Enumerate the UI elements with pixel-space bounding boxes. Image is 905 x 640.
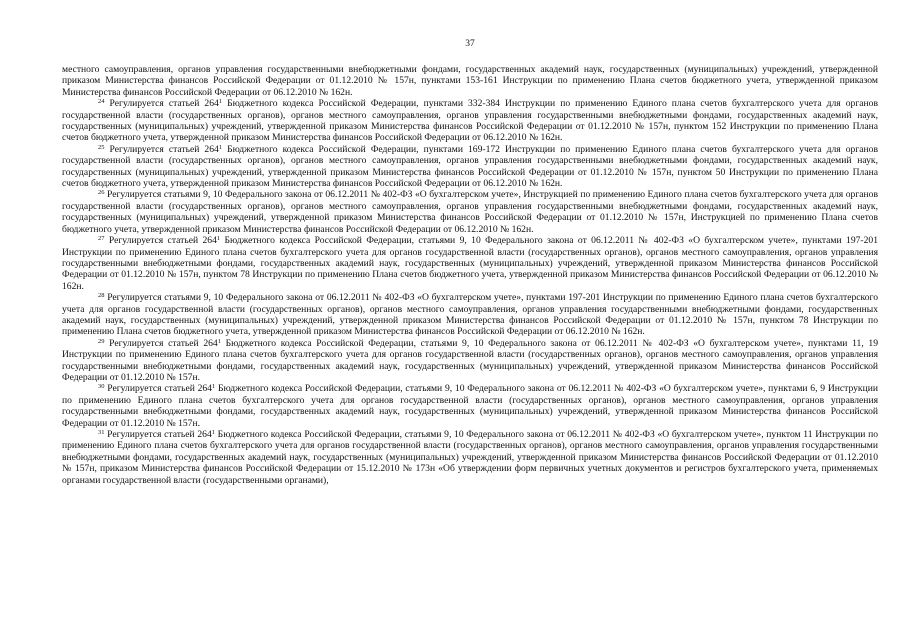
footnote-text: Бюджетного кодекса Российской Федерации, пунктами 332-384 Инструкции по применению Единого плана счетов бухгалтерского учета для органов государственной власти (государственных органов), органов местного самоуправления, органов управления государственными внебюджетными фондами, государственных академий наук, государственных (муниципальных) учреждений, утвержденной приказом Министерства финансов Российской Федерации от 01.12.2010 № 157н, пунктом 152 Инструкции по применению Плана счетов бюджетного учета, утвержденной приказом Министерства финансов Российской Федерации от 06.12.2010 № 162н. (62, 98, 878, 144)
footnote-text: Бюджетного кодекса Российской Федерации, статьями 9, 10 Федерального закона от 06.12.2011 № 402-ФЗ «О бухгалтерском учете», пунктом 11 Инструкции по применению Единого плана счетов бухгалтерского учета для органов государственной власти (государственных органов), органов местного самоуправления, органов управления государственными внебюджетными фондами, государственных академий наук, государственных (муниципальных) учреждений, утвержденной приказом Министерства финансов Российской Федерации от 01.12.2010 № 157н, приказом Министерства финансов Российской Федерации от 15.12.2010 № 173н «Об утверждении форм первичных учетных документов и регистров бухгалтерского учета, применяемых органами государственной власти (государственными органами), (62, 429, 878, 486)
footnote-text: Бюджетного кодекса Российской Федерации, статьями 9, 10 Федерального закона от 06.12.2011 № 402-ФЗ «О бухгалтерском учете», пунктами 6, 9 Инструкции по применению Единого плана счетов бухгалтерского учета для органов государственной власти (государственных органов), органов местного самоуправления, органов управления государственными внебюджетными фондами, государственных академий наук, государственных (муниципальных) учреждений, утвержденной приказом Министерства финансов Российской Федерации от 01.12.2010 № 157н. (62, 383, 878, 429)
footnote-marker: 28 (98, 292, 105, 300)
page-number: 37 (465, 39, 475, 49)
footnote-text: Бюджетного кодекса Российской Федерации, пунктами 169-172 Инструкции по применению Единого плана счетов бухгалтерского учета для органов государственной власти (государственных органов), органов местного самоуправления, органов управления государственными внебюджетными фондами, государственных академий наук, государственных (муниципальных) учреждений, утвержденной приказом Министерства финансов Российской Федерации от 01.12.2010 № 157н, пунктом 50 Инструкции по применению Плана счетов бюджетного учета, утвержденной приказом Министерства финансов Российской Федерации от 06.12.2010 № 162н. (62, 143, 878, 190)
footnote-30 (62, 383, 878, 429)
document-page (62, 38, 878, 598)
footnote-lead: Регулируется статьями 9, 10 Федерального закона от 06.12.2011 № 402-ФЗ «О бухгалтерском учете», пунктами 197-201 Инструкции по применению Единого плана счетов бухгалтерского учета для органов государственной власти (государственных органов), органов местного самоуправления, органов управления государственными внебюджетными фондами, государственных академий наук, государственных (муниципальных) учреждений, утвержденной приказом Министерства финансов Российской Федерации от 01.12.2010 № 157н, пунктом 78 Инструкции по применению Плана счетов бюджетного учета, утвержденной приказом Министерства финансов Российской Федерации от 06.12.2010 № 162н. (62, 292, 878, 338)
footnote-25 (62, 144, 878, 190)
superscript: 1 (216, 235, 221, 243)
footnote-marker: 31 (98, 429, 105, 436)
footnotes-body (62, 64, 878, 486)
superscript: 1 (212, 383, 216, 391)
footnote-marker: 25 (98, 143, 105, 151)
footnote-lead: Регулируется статьями 9, 10 Федерального закона от 06.12.2011 № 402-ФЗ «О бухгалтерском учете», Инструкцией по применению Единого плана счетов бухгалтерского учета для органов государственной власти (государственных органов), органов местного самоуправления, органов управления государственными внебюджетными фондами, государственных академий наук, государственных (муниципальных) учреждений, утвержденной приказом Министерства финансов Российской Федерации от 01.12.2010 № 157н, Инструкцией по применению Плана счетов бюджетного учета, утвержденной приказом Министерства финансов Российской Федерации от 06.12.2010 № 162н. (62, 189, 878, 235)
footnote-29 (62, 338, 878, 384)
superscript: 1 (217, 337, 221, 345)
footnote-lead: Регулируется статьей 264 (104, 337, 218, 349)
superscript: 1 (211, 429, 215, 436)
footnote-24 (62, 98, 878, 144)
superscript: 1 (218, 98, 223, 106)
footnote-marker: 29 (98, 337, 105, 345)
footnote-text: Бюджетного кодекса Российской Федерации, статьями 9, 10 Федерального закона от 06.12.2011 № 402-ФЗ «О бухгалтерском учете», пунктами 11, 19 Инструкции по применению Единого плана счетов бухгалтерского учета для органов государственной власти (государственных органов), органов местного самоуправления, органов управления государственными внебюджетными фондами, государственных академий наук, государственных (муниципальных) учреждений, утвержденной приказом Министерства финансов Российской Федерации от 01.12.2010 № 157н. (62, 337, 878, 383)
footnote-27 (62, 235, 878, 292)
footnote-lead: Регулируется статьей 264 (104, 98, 219, 110)
footnote-lead: Регулируется статьей 264 (104, 235, 217, 247)
footnote-28 (62, 292, 878, 338)
footnote-marker: 24 (98, 98, 105, 106)
footnote-marker: 26 (98, 189, 105, 197)
superscript: 1 (218, 143, 223, 151)
continuation-paragraph: местного самоуправления, органов управления государственными внебюджетными фондами, государственных академий наук, государственных (муниципальных) учреждений, утвержденной приказом Министерства финансов Российской Федерации от 01.12.2010 № 157н, пунктами 153-161 Инструкции по применению Плана счетов бюджетного учета, утвержденной приказом Министерства финансов Российской Федерации от 06.12.2010 № 162н. (62, 64, 878, 98)
footnote-lead: Регулируется статьей 264 (104, 143, 219, 155)
footnote-marker: 30 (98, 383, 105, 391)
footnote-31 (62, 429, 878, 486)
footnote-lead: Регулируется статьей 264 (104, 383, 213, 395)
footnote-26 (62, 189, 878, 235)
footnote-text: Бюджетного кодекса Российской Федерации, статьями 9, 10 Федерального закона от 06.12.2011 № 402-ФЗ «О бухгалтерском учете», пунктами 197-201 Инструкции по применению Единого плана счетов бухгалтерского учета для органов государственной власти (государственных органов), органов местного самоуправления, органов управления государственными внебюджетными фондами, государственных академий наук, государственных (муниципальных) учреждений, утвержденной приказом Министерства финансов Российской Федерации от 01.12.2010 № 157н, пунктом 78 Инструкции по применению Плана счетов бюджетного учета, утвержденной приказом Министерства финансов Российской Федерации от 06.12.2010 № 162н. (62, 235, 878, 292)
footnote-lead: Регулируется статьей 264 (104, 429, 212, 440)
footnote-marker: 27 (98, 235, 105, 243)
